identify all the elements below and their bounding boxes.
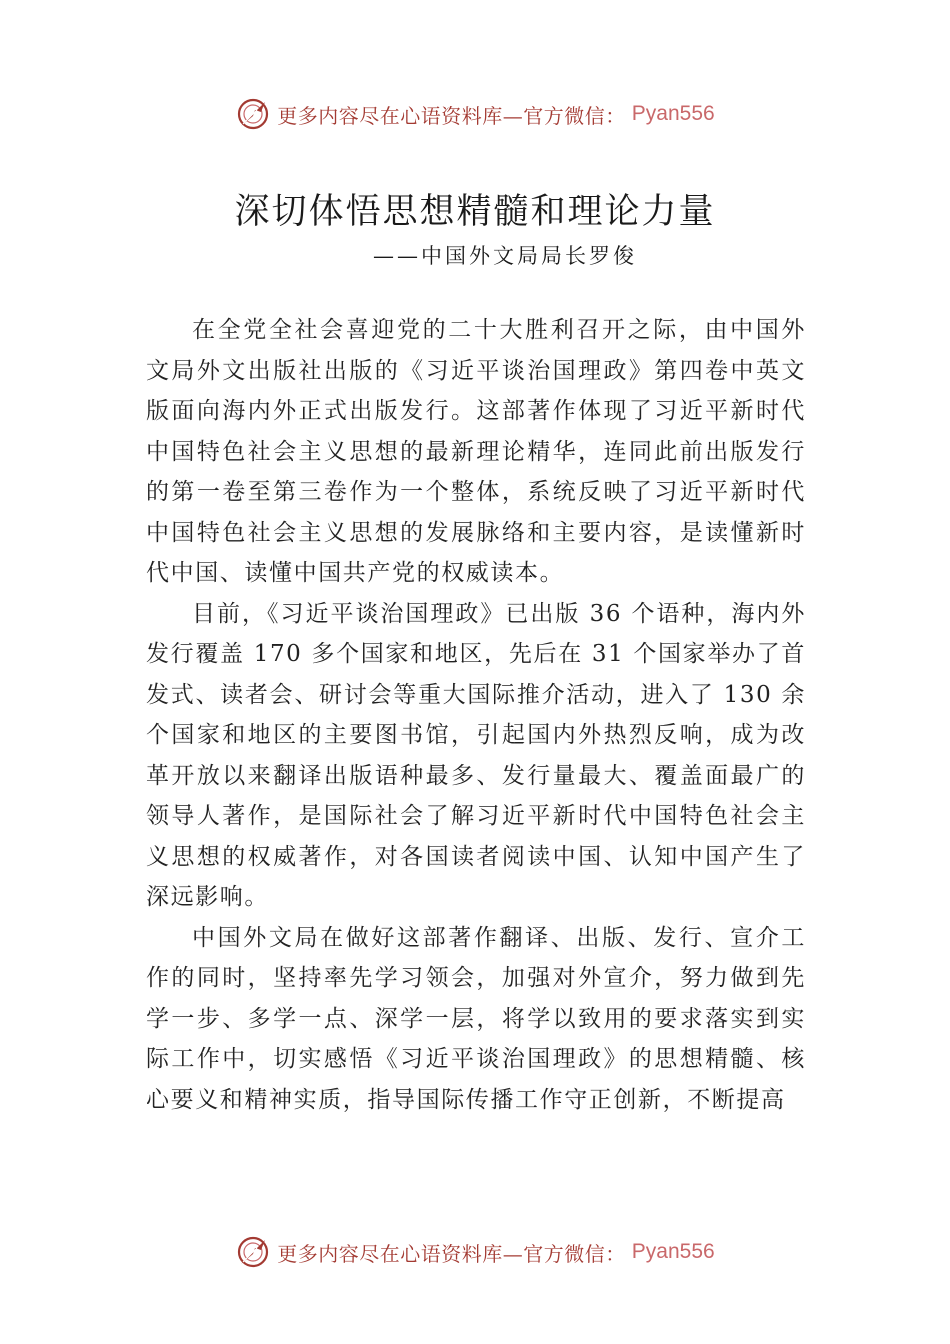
feather-quill-logo-icon [235, 96, 271, 132]
body-paragraph-3: 中国外文局在做好这部著作翻译、出版、发行、宣介工作的同时，坚持率先学习领会，加强对外宣介，努力做到先学一步、多学一点、深学一层，将学以致用的要求落实到实际工作中，切实感悟《习近平谈治国理政》的思想精髓、核心要义和精神实质，指导国际传播工作守正创新，不断提高 [146, 924, 806, 1113]
footer-banner [0, 1232, 950, 1272]
document-body [146, 310, 806, 1120]
document-title: 深切体悟思想精髓和理论力量 [234, 192, 716, 232]
body-paragraph-2: 目前，《习近平谈治国理政》已出版 36 个语种，海内外发行覆盖 170 多个国家和地区，先后在 31 个国家举办了首发式、读者会、研讨会等重大国际推介活动，进入了 130 余个国家和地区的主要图书馆，引起国内外热烈反响，成为改革开放以来翻译出版语种最多、发行量最大、覆盖面最广的领导人著作，是国际社会了解习近平新时代中国特色社会主义思想的权威著作，对各国读者阅读中国、认知中国产生了深远影响。 [146, 600, 806, 910]
feather-quill-logo-icon [235, 1234, 271, 1270]
banner-text: 更多内容尽在心语资料库—官方微信： [277, 103, 626, 128]
body-paragraph-1: 在全党全社会喜迎党的二十大胜利召开之际，由中国外文局外文出版社出版的《习近平谈治国理政》第四卷中英文版面向海内外正式出版发行。这部著作体现了习近平新时代中国特色社会主义思想的最新理论精华，连同此前出版发行的第一卷至第三卷作为一个整体，系统反映了习近平新时代中国特色社会主义思想的发展脉络和主要内容，是读懂新时代中国、读懂中国共产党的权威读本。 [146, 317, 806, 586]
header-banner [0, 94, 950, 134]
banner-wechat-handle: Pyan556 [631, 102, 715, 125]
document-subtitle: ——中国外文局局长罗俊 [373, 244, 637, 268]
banner-text: 更多内容尽在心语资料库—官方微信： [277, 1241, 626, 1266]
banner-wechat-handle: Pyan556 [631, 1240, 715, 1263]
